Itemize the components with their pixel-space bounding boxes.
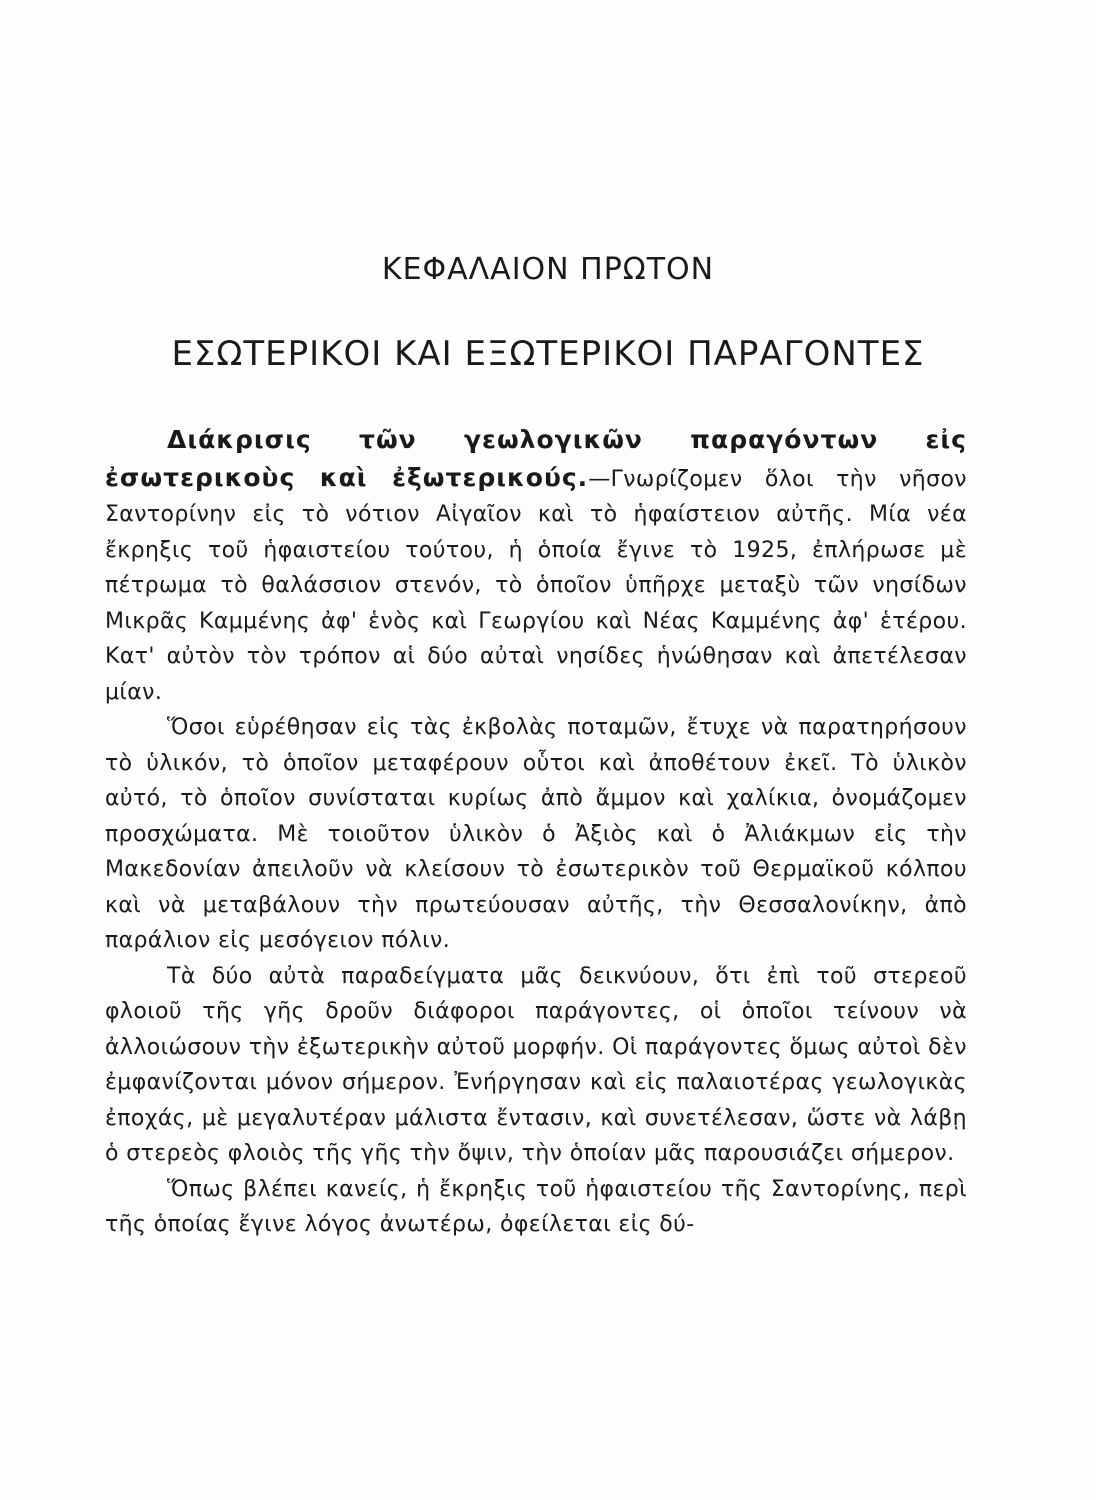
paragraph-4: Ὅπως βλέπει κανείς, ἡ ἔκρηξις τοῦ ἡφαιστείου τῆς Σαντορίνης, περὶ τῆς ὁποίας ἔγινε λόγος ἀνωτέρω, ὀφείλεται εἰς δύ- [105, 1176, 967, 1237]
paragraph-1-text: —Γνωρίζομεν ὅλοι τὴν νῆσον Σαντορίνην εἰς τὸ νότιον Αἰγαῖον καὶ τὸ ἡφαίστειον αὐτῆς. Μία νέα ἔκρηξις τοῦ ἡφαιστείου τούτου, ἡ ὁποία ἔγινε τὸ 1925, ἐπλήρωσε μὲ πέτρωμα τὸ θαλάσσιον στενόν, τὸ ὁποῖον ὑπῆρχε μεταξὺ τῶν νησίδων Μικρᾶς Καμμένης ἀφ' ἑνὸς καὶ Γεωργίου καὶ Νέας Καμμένης ἀφ' ἑτέρου. Κατ' αὐτὸν τὸν τρόπον αἱ δύο αὐταὶ νησίδες ἡνώθησαν καὶ ἀπετέλεσαν μίαν. [105, 466, 967, 705]
paragraph-1 [105, 422, 967, 710]
chapter-title: ΕΣΩΤΕΡΙΚΟΙ ΚΑΙ ΕΞΩΤΕΡΙΚΟΙ ΠΑΡΑΓΟΝΤΕΣ [171, 334, 925, 374]
body-text [105, 422, 967, 1243]
paragraph-2: Ὅσοι εὑρέθησαν εἰς τὰς ἐκβολὰς ποταμῶν, ἔτυχε νὰ παρατηρήσουν τὸ ὑλικόν, τὸ ὁποῖον μεταφέρουν οὗτοι καὶ ἀποθέτουν ἐκεῖ. Τὸ ὑλικὸν αὐτό, τὸ ὁποῖον συνίσταται κυρίως ἀπὸ ἄμμον καὶ χαλίκια, ὀνομάζομεν προσχώματα. Μὲ τοιοῦτον ὑλικὸν ὁ Ἀξιὸς καὶ ὁ Ἀλιάκμων εἰς τὴν Μακεδονίαν ἀπειλοῦν νὰ κλείσουν τὸ ἐσωτερικὸν τοῦ Θερμαϊκοῦ κόλπου καὶ νὰ μεταβάλουν τὴν πρωτεύουσαν αὐτῆς, τὴν Θεσσαλονίκην, ἀπὸ παράλιον εἰς μεσόγειον πόλιν. [105, 715, 967, 953]
section-heading-inline: Διάκρισις τῶν γεωλογικῶν παραγόντων εἰς ἐσωτερικοὺς καὶ ἐξωτερικούς. [105, 425, 967, 492]
chapter-label: ΚΕΦΑΛΑΙΟΝ ΠΡΩΤΟΝ [381, 252, 715, 287]
paragraph-3: Τὰ δύο αὐτὰ παραδείγματα μᾶς δεικνύουν, ὅτι ἐπὶ τοῦ στερεοῦ φλοιοῦ τῆς γῆς δροῦν διάφοροι παράγοντες, οἱ ὁποῖοι τείνουν νὰ ἀλλοιώσουν τὴν ἐξωτερικὴν αὐτοῦ μορφήν. Οἱ παράγοντες ὅμως αὐτοὶ δὲν ἐμφανίζονται μόνον σήμερον. Ἐνήργησαν καὶ εἰς παλαιοτέρας γεωλογικὰς ἐποχάς, μὲ μεγαλυτέραν μάλιστα ἔντασιν, καὶ συνετέλεσαν, ὥστε νὰ λάβῃ ὁ στερεὸς φλοιὸς τῆς γῆς τὴν ὄψιν, τὴν ὁποίαν μᾶς παρουσιάζει σήμερον. [105, 963, 967, 1166]
